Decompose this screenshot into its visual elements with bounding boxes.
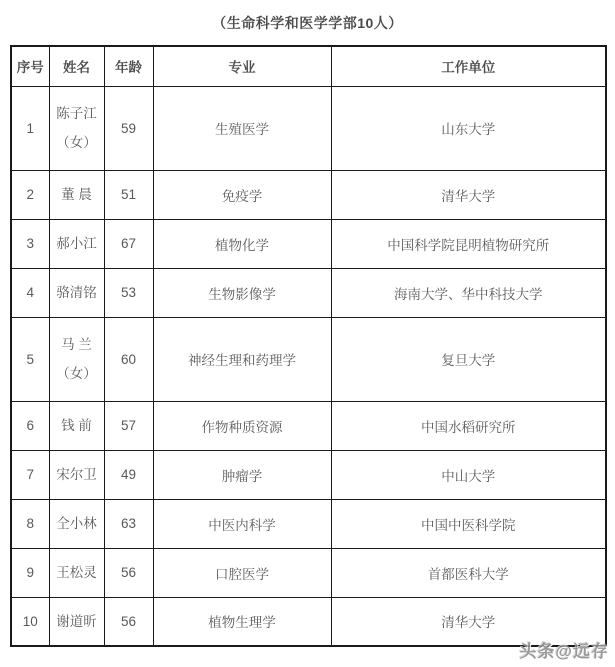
col-header-workunit: 工作单位 bbox=[331, 46, 606, 86]
cell-name bbox=[49, 401, 104, 450]
cell-major: 植物化学 bbox=[153, 219, 331, 268]
cell-name bbox=[49, 450, 104, 499]
page-title: （生命科学和医学学部10人） bbox=[212, 15, 403, 31]
col-header-name: 姓名 bbox=[49, 46, 104, 86]
col-header-index: 序号 bbox=[11, 46, 49, 86]
cell-index: 4 bbox=[11, 268, 49, 317]
cell-name bbox=[49, 219, 104, 268]
cell-workunit: 首都医科大学 bbox=[331, 548, 606, 597]
cell-age: 57 bbox=[104, 401, 153, 450]
cell-major: 免疫学 bbox=[153, 170, 331, 219]
name-text: 仝小林 bbox=[56, 516, 97, 531]
table-row bbox=[11, 401, 606, 450]
cell-workunit: 清华大学 bbox=[331, 170, 606, 219]
cell-age: 56 bbox=[104, 597, 153, 646]
cell-workunit: 中国中医科学院 bbox=[331, 499, 606, 548]
cell-age: 49 bbox=[104, 450, 153, 499]
table-row bbox=[11, 597, 606, 646]
cell-workunit: 中山大学 bbox=[331, 450, 606, 499]
cell-workunit: 中国水稻研究所 bbox=[331, 401, 606, 450]
cell-major: 生殖医学 bbox=[153, 86, 331, 170]
cell-index: 5 bbox=[11, 317, 49, 401]
cell-age: 53 bbox=[104, 268, 153, 317]
cell-workunit: 复旦大学 bbox=[331, 317, 606, 401]
cell-age: 63 bbox=[104, 499, 153, 548]
cell-index: 8 bbox=[11, 499, 49, 548]
cell-name bbox=[49, 499, 104, 548]
table-row bbox=[11, 317, 606, 401]
cell-major: 中医内科学 bbox=[153, 499, 331, 548]
cell-name bbox=[49, 597, 104, 646]
gender-note: （女） bbox=[56, 135, 97, 150]
table-row bbox=[11, 170, 606, 219]
cell-name bbox=[49, 86, 104, 170]
cell-name bbox=[49, 170, 104, 219]
cell-major: 生物影像学 bbox=[153, 268, 331, 317]
cell-workunit: 山东大学 bbox=[331, 86, 606, 170]
table-row bbox=[11, 499, 606, 548]
name-text: 骆清铭 bbox=[56, 285, 97, 300]
cell-index: 9 bbox=[11, 548, 49, 597]
table-row bbox=[11, 268, 606, 317]
cell-workunit: 海南大学、华中科技大学 bbox=[331, 268, 606, 317]
cell-age: 60 bbox=[104, 317, 153, 401]
name-text: 宋尔卫 bbox=[56, 467, 97, 482]
table-row bbox=[11, 450, 606, 499]
cell-index: 7 bbox=[11, 450, 49, 499]
gender-note: （女） bbox=[56, 366, 97, 381]
cell-index: 2 bbox=[11, 170, 49, 219]
cell-index: 1 bbox=[11, 86, 49, 170]
table-row bbox=[11, 219, 606, 268]
cell-index: 10 bbox=[11, 597, 49, 646]
cell-name bbox=[49, 268, 104, 317]
name-text: 王松灵 bbox=[56, 565, 97, 580]
cell-major: 植物生理学 bbox=[153, 597, 331, 646]
cell-age: 67 bbox=[104, 219, 153, 268]
name-text: 马 兰 bbox=[61, 337, 92, 352]
cell-workunit: 清华大学 bbox=[331, 597, 606, 646]
cell-major: 神经生理和药理学 bbox=[153, 317, 331, 401]
cell-index: 3 bbox=[11, 219, 49, 268]
name-text: 陈子江 bbox=[56, 106, 97, 121]
name-text: 钱 前 bbox=[61, 418, 92, 433]
cell-age: 59 bbox=[104, 86, 153, 170]
cell-index: 6 bbox=[11, 401, 49, 450]
watermark: 头条@远存 bbox=[519, 642, 609, 661]
header-row bbox=[11, 46, 606, 86]
cell-workunit: 中国科学院昆明植物研究所 bbox=[331, 219, 606, 268]
cell-name bbox=[49, 548, 104, 597]
name-text: 谢道昕 bbox=[56, 613, 97, 629]
name-text: 郝小江 bbox=[56, 236, 97, 251]
cell-major: 肿瘤学 bbox=[153, 450, 331, 499]
table-row bbox=[11, 548, 606, 597]
table-row bbox=[11, 86, 606, 170]
cell-age: 51 bbox=[104, 170, 153, 219]
cell-age: 56 bbox=[104, 548, 153, 597]
cell-name bbox=[49, 317, 104, 401]
name-text: 董 晨 bbox=[61, 187, 92, 202]
col-header-age: 年龄 bbox=[104, 46, 153, 86]
cell-major: 作物种质资源 bbox=[153, 401, 331, 450]
academicians-table bbox=[10, 45, 607, 647]
cell-major: 口腔医学 bbox=[153, 548, 331, 597]
col-header-major: 专业 bbox=[153, 46, 331, 86]
